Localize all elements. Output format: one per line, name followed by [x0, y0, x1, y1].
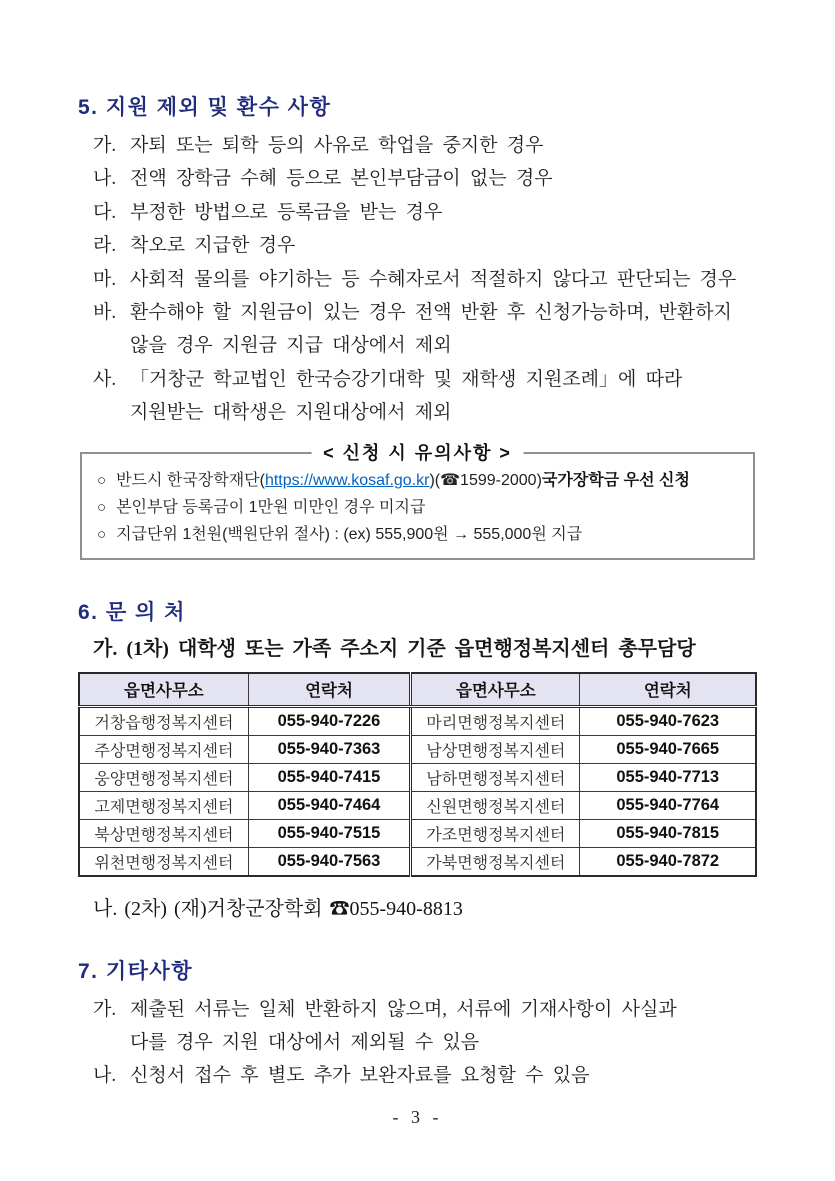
section7-heading: 7. 기타사항 — [78, 959, 193, 983]
item-label: 가. — [93, 998, 117, 1020]
notice-item-text: 본인부담 등록금이 1만원 미만인 경우 미지급 — [116, 498, 426, 516]
phone-cell: 055-940-7515 — [248, 819, 410, 847]
item-label: 라. — [93, 235, 117, 257]
office-name-cell: 가북면행정복지센터 — [411, 847, 580, 876]
table-row — [79, 847, 756, 876]
item-label: 사. — [93, 368, 117, 390]
phone-cell: 055-940-7464 — [248, 791, 410, 819]
item-text: 신청서 접수 후 별도 추가 보완자료를 요청할 수 있음 — [130, 1065, 590, 1087]
item-label: 바. — [93, 302, 117, 324]
item-label: 마. — [93, 268, 117, 290]
phone-cell: 055-940-7415 — [248, 763, 410, 791]
office-name-cell: 거창읍행정복지센터 — [79, 706, 248, 735]
list-item — [78, 296, 757, 363]
office-name-cell: 주상면행정복지센터 — [79, 735, 248, 763]
section5-heading: 5. 지원 제외 및 환수 사항 — [78, 96, 332, 119]
item-text: 제출된 서류는 일체 반환하지 않으며, 서류에 기재사항이 사실과 — [130, 998, 677, 1020]
list-item — [78, 196, 757, 229]
list-item — [78, 229, 757, 262]
list-item — [78, 162, 757, 195]
phone-cell: 055-940-7623 — [580, 706, 756, 735]
item-text: 착오로 지급한 경우 — [130, 235, 296, 257]
item-label: 가. — [93, 135, 117, 156]
section5-items — [78, 129, 757, 430]
secondary-contact-line: 나. (2차) (재)거창군장학회 ☎055-940-8813 — [93, 897, 463, 920]
table-header-row — [79, 673, 756, 707]
notice-text-mid: )(☎1599-2000) — [429, 471, 542, 489]
column-header: 읍면사무소 — [411, 673, 580, 707]
notice-item-text: 지급단위 1천원(백원단위 절사) : (ex) 555,900원 → 555,000원 지급 — [116, 525, 583, 543]
circle-bullet-icon: ○ — [97, 525, 107, 543]
office-name-cell: 고제면행정복지센터 — [79, 791, 248, 819]
contact-table — [78, 672, 757, 877]
item-text: 부정한 방법으로 등록금을 받는 경우 — [130, 201, 443, 223]
item-text-continued: 지원받는 대학생은 지원대상에서 제외 — [130, 402, 452, 424]
office-name-cell: 남상면행정복지센터 — [411, 735, 580, 763]
table-row — [79, 735, 756, 763]
office-name-cell: 남하면행정복지센터 — [411, 763, 580, 791]
column-header: 읍면사무소 — [79, 673, 248, 707]
notice-text-bold: 국가장학금 우선 신청 — [541, 471, 690, 489]
office-name-cell: 웅양면행정복지센터 — [79, 763, 248, 791]
notice-item-text — [116, 467, 690, 494]
list-item — [78, 993, 757, 1060]
phone-cell: 055-940-7764 — [580, 791, 756, 819]
item-text-continued: 다를 경우 지원 대상에서 제외될 수 있음 — [130, 1032, 480, 1054]
item-text: 자퇴 또는 퇴학 등의 사유로 학업을 중지한 경우 — [130, 135, 544, 156]
notice-item — [95, 521, 743, 548]
phone-cell: 055-940-7872 — [580, 847, 756, 876]
office-name-cell: 신원면행정복지센터 — [411, 791, 580, 819]
list-item — [78, 263, 757, 296]
section7-items — [78, 993, 757, 1093]
phone-cell: 055-940-7665 — [580, 735, 756, 763]
office-name-cell: 마리면행정복지센터 — [411, 706, 580, 735]
office-name-cell: 가조면행정복지센터 — [411, 819, 580, 847]
item-text: 「거창군 학교법인 한국승강기대학 및 재학생 지원조례」에 따라 — [130, 368, 683, 390]
office-name-cell: 위천면행정복지센터 — [79, 847, 248, 876]
item-label: 나. — [93, 1065, 117, 1087]
office-name-cell: 북상면행정복지센터 — [79, 819, 248, 847]
table-row — [79, 819, 756, 847]
notice-text-prefix: 반드시 한국장학재단( — [116, 471, 265, 489]
table-row — [79, 763, 756, 791]
list-item — [78, 1059, 757, 1092]
circle-bullet-icon: ○ — [97, 498, 107, 516]
column-header: 연락처 — [248, 673, 410, 707]
item-label: 다. — [93, 201, 117, 223]
phone-cell: 055-940-7226 — [248, 706, 410, 735]
item-text: 사회적 물의를 야기하는 등 수혜자로서 적절하지 않다고 판단되는 경우 — [130, 268, 737, 290]
contact-intro-line: 가. (1차) 대학생 또는 가족 주소지 기준 읍면행정복지센터 총무담당 — [93, 637, 696, 660]
circle-bullet-icon: ○ — [97, 471, 107, 489]
list-item — [78, 363, 757, 430]
phone-cell: 055-940-7563 — [248, 847, 410, 876]
phone-cell: 055-940-7815 — [580, 819, 756, 847]
item-text-continued: 않을 경우 지원금 지급 대상에서 제외 — [130, 335, 452, 357]
notice-item — [95, 467, 743, 494]
section6-heading: 6. 문 의 처 — [78, 600, 186, 624]
item-text: 환수해야 할 지원금이 있는 경우 전액 반환 후 신청가능하며, 반환하지 — [130, 302, 732, 324]
item-text: 전액 장학금 수혜 등으로 본인부담금이 없는 경우 — [130, 168, 553, 190]
notice-box-title: < 신청 시 유의사항 > — [311, 441, 524, 465]
table-row — [79, 791, 756, 819]
phone-cell: 055-940-7363 — [248, 735, 410, 763]
item-label: 나. — [93, 168, 117, 190]
list-item — [78, 129, 757, 162]
phone-cell: 055-940-7713 — [580, 763, 756, 791]
column-header: 연락처 — [580, 673, 756, 707]
table-row — [79, 706, 756, 735]
notice-item — [95, 494, 743, 521]
notice-box — [80, 442, 755, 560]
kosaf-link[interactable]: https://www.kosaf.go.kr — [264, 471, 430, 489]
page-number: - 3 - — [392, 1106, 443, 1127]
